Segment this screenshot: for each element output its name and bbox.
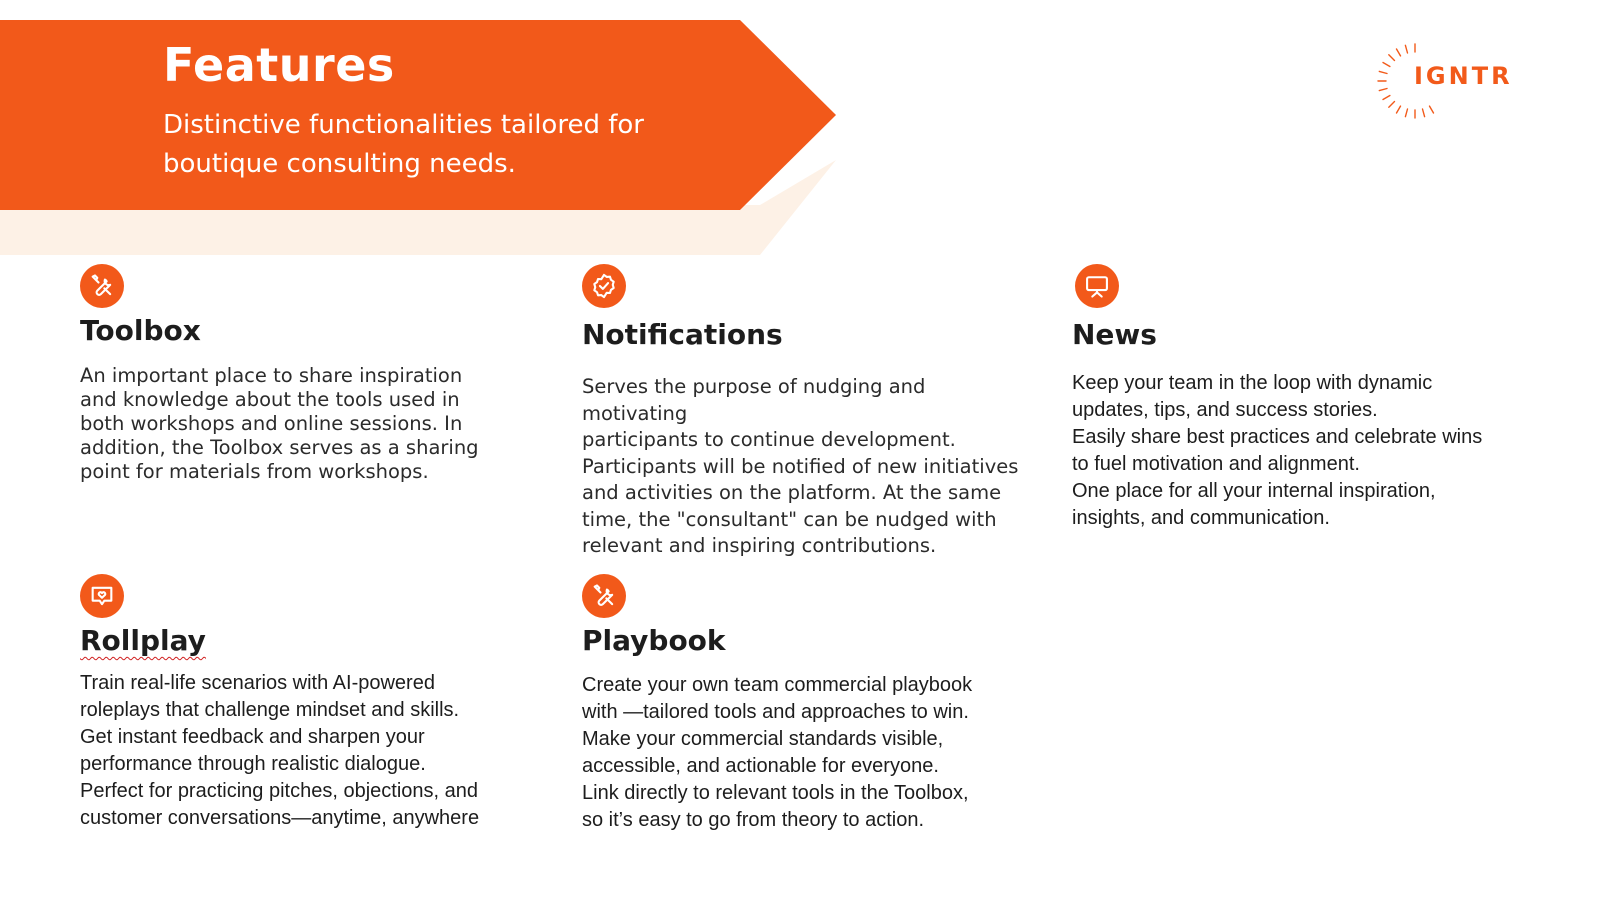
chat-heart-icon [80,574,124,618]
tools-icon [582,574,626,618]
feature-title: Playbook [582,624,726,657]
feature-description: Serves the purpose of nudging and motivating participants to continue development. Participants will be notified of new initiatives and activities on the platform. At the same time, the "consultant" can be nudged with relevant and inspiring contributions. [582,375,1019,557]
feature-title: Toolbox [80,314,201,347]
logo-text: IGNTR [1414,62,1513,90]
page-title: Features [163,38,395,92]
tools-icon [80,264,124,308]
brand-logo [1380,40,1550,122]
feature-notifications [582,264,1032,557]
presentation-icon [1075,264,1119,308]
feature-description: Train real-life scenarios with AI-powered roleplays that challenge mindset and skills. Get instant feedback and sharpen your performance through realistic dialogue. Perfect for practicing pitches, objections, and customer conversations—anytime, anywhere [80,672,480,829]
feature-playbook [582,574,1032,844]
feature-title: News [1072,318,1157,351]
feature-news [1072,264,1512,534]
feature-title: Notifications [582,318,783,351]
feature-description: An important place to share inspiration and knowledge about the tools used in both workshops and online sessions. In addition, the Toolbox serves as a sharing point for materials from workshops. [80,364,479,483]
feature-rollplay [80,574,530,844]
page-subtitle: Distinctive functionalities tailored for boutique consulting needs. [163,110,644,179]
feature-toolbox [80,264,500,494]
badge-check-icon [582,264,626,308]
feature-description: Create your own team commercial playbook with —tailored tools and approaches to win. Make your commercial standards visible, accessible, and actionable for everyone. Link directly to relevant tools in the Toolbox, so it’s easy to go from theory to action. [582,674,973,831]
feature-description: Keep your team in the loop with dynamic updates, tips, and success stories. Easily share best practices and celebrate wins to fuel motivation and alignment. One place for all your internal inspiration, insights, and communication. [1072,372,1483,529]
feature-title: Rollplay [80,624,206,657]
